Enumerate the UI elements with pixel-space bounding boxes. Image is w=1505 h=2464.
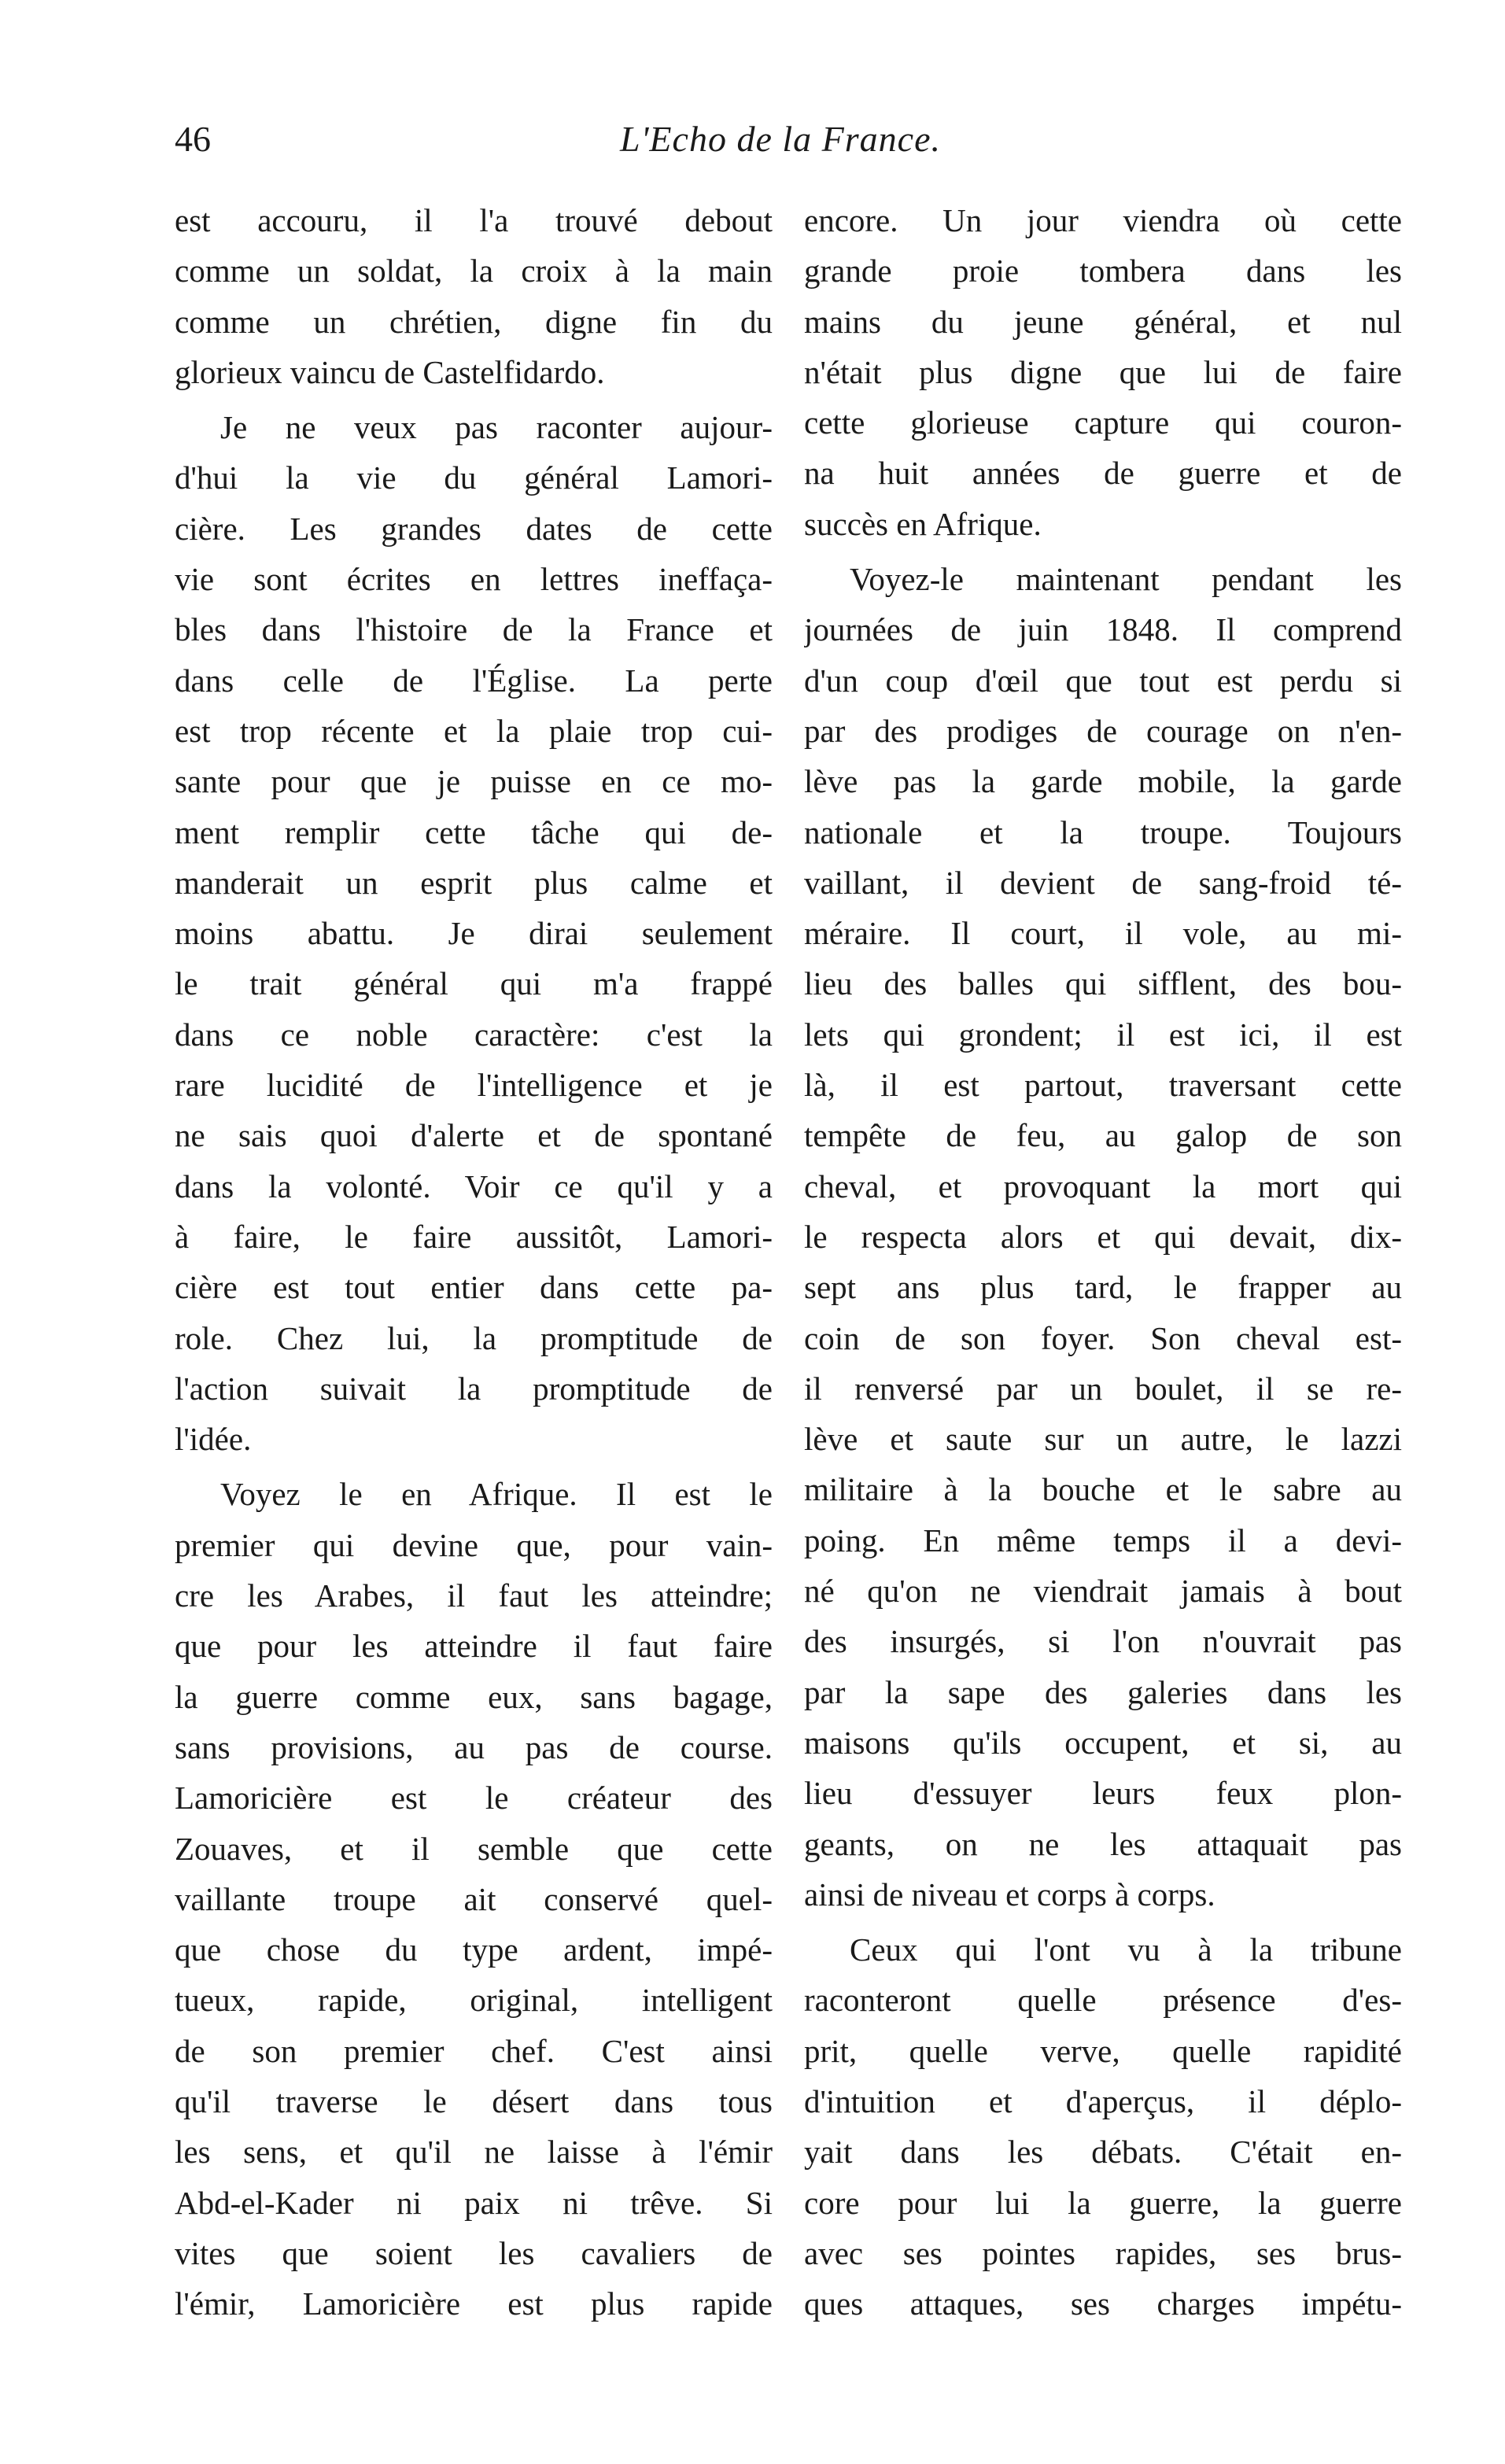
text-line: par la sape des galeries dans les [804, 1673, 1402, 1710]
text-line: yait dans les débats. C'était en- [804, 2134, 1402, 2171]
text-line: méraire. Il court, il vole, au mi- [804, 915, 1402, 952]
text-line: le respecta alors et qui devait, dix- [804, 1218, 1402, 1255]
page-header [175, 118, 1386, 173]
text-line: l'idée. [175, 1421, 252, 1458]
text-line: lève pas la garde mobile, la garde [804, 763, 1402, 800]
text-line: est accouru, il l'a trouvé debout [175, 202, 773, 238]
text-line: prit, quelle verve, quelle rapidité [804, 2032, 1402, 2069]
text-line: comme un soldat, la croix à la main [175, 253, 773, 290]
text-line: là, il est partout, traversant cette [804, 1067, 1402, 1104]
text-line: cheval, et provoquant la mort qui [804, 1167, 1402, 1204]
text-line: Lamoricière est le créateur des [175, 1780, 773, 1817]
text-line: Voyez le en Afrique. Il est le [220, 1476, 773, 1513]
text-line: Voyez-le maintenant pendant les [850, 561, 1402, 598]
text-line: ne sais quoi d'alerte et de spontané [175, 1117, 773, 1154]
text-line: poing. En même temps il a devi- [804, 1522, 1402, 1558]
text-line: bles dans l'histoire de la France et [175, 611, 773, 648]
text-line: Ceux qui l'ont vu à la tribune [850, 1931, 1402, 1968]
text-line: vaillant, il devient de sang-froid té- [804, 864, 1402, 901]
text-line: ainsi de niveau et corps à corps. [804, 1876, 1215, 1913]
text-line: comme un chrétien, digne fin du [175, 303, 773, 340]
text-line: vites que soient les cavaliers de [175, 2234, 773, 2271]
text-line: geants, on ne les attaquait pas [804, 1825, 1402, 1862]
text-line: premier qui devine que, pour vain- [175, 1526, 773, 1563]
running-title: L'Echo de la France. [620, 119, 941, 159]
text-line: encore. Un jour viendra où cette [804, 202, 1402, 238]
text-line: tueux, rapide, original, intelligent [175, 1982, 773, 2019]
text-line: manderait un esprit plus calme et [175, 864, 773, 901]
text-line: de son premier chef. C'est ainsi [175, 2032, 773, 2069]
text-line: glorieux vaincu de Castelfidardo. [175, 353, 605, 390]
page-number: 46 [175, 119, 211, 159]
text-line: moins abattu. Je dirai seulement [175, 915, 773, 952]
text-line: les sens, et qu'il ne laisse à l'émir [175, 2134, 773, 2171]
text-line: lève et saute sur un autre, le lazzi [804, 1421, 1402, 1458]
text-line: nationale et la troupe. Toujours [804, 813, 1402, 850]
text-line: le trait général qui m'a frappé [175, 965, 773, 1002]
text-line: ment remplir cette tâche qui de- [175, 813, 773, 850]
text-line: cière est tout entier dans cette pa- [175, 1269, 773, 1306]
text-line: d'un coup d'œil que tout est perdu si [804, 662, 1402, 699]
text-line: lieu des balles qui sifflent, des bou- [804, 965, 1402, 1002]
text-line: maisons qu'ils occupent, et si, au [804, 1724, 1402, 1761]
text-line: militaire à la bouche et le sabre au [804, 1471, 1402, 1508]
text-line: l'action suivait la promptitude de [175, 1370, 773, 1407]
text-line: dans ce noble caractère: c'est la [175, 1016, 773, 1053]
text-line: cette glorieuse capture qui couron- [804, 404, 1402, 441]
text-line: sante pour que je puisse en ce mo- [175, 763, 773, 800]
text-line: Zouaves, et il semble que cette [175, 1830, 773, 1867]
text-column-left [175, 195, 773, 2329]
text-line: core pour lui la guerre, la guerre [804, 2184, 1402, 2221]
text-line: d'hui la vie du général Lamori- [175, 459, 773, 496]
text-line: lets qui grondent; il est ici, il est [804, 1016, 1402, 1053]
text-line: journées de juin 1848. Il comprend [804, 611, 1402, 648]
text-line: cre les Arabes, il faut les atteindre; [175, 1577, 773, 1614]
text-line: succès en Afrique. [804, 505, 1042, 542]
text-line: coin de son foyer. Son cheval est- [804, 1319, 1402, 1356]
text-line: des insurgés, si l'on n'ouvrait pas [804, 1623, 1402, 1660]
text-line: Je ne veux pas raconter aujour- [220, 409, 773, 446]
text-line: que pour les atteindre il faut faire [175, 1628, 773, 1665]
text-line: rare lucidité de l'intelligence et je [175, 1067, 773, 1104]
text-line: est trop récente et la plaie trop cui- [175, 712, 773, 749]
text-line: Abd-el-Kader ni paix ni trêve. Si [175, 2184, 773, 2221]
text-line: que chose du type ardent, impé- [175, 1931, 773, 1968]
text-line: la guerre comme eux, sans bagage, [175, 1678, 773, 1715]
text-line: vie sont écrites en lettres ineffaça- [175, 561, 773, 598]
text-line: raconteront quelle présence d'es- [804, 1982, 1402, 2019]
text-line: qu'il traverse le désert dans tous [175, 2082, 773, 2119]
text-line: à faire, le faire aussitôt, Lamori- [175, 1218, 773, 1255]
text-line: sept ans plus tard, le frapper au [804, 1269, 1402, 1306]
text-line: il renversé par un boulet, il se re- [804, 1370, 1402, 1407]
text-line: lieu d'essuyer leurs feux plon- [804, 1775, 1402, 1812]
text-line: avec ses pointes rapides, ses brus- [804, 2234, 1402, 2271]
text-line: cière. Les grandes dates de cette [175, 510, 773, 547]
text-line: l'émir, Lamoricière est plus rapide [175, 2285, 773, 2322]
text-line: role. Chez lui, la promptitude de [175, 1319, 773, 1356]
text-line: dans celle de l'Église. La perte [175, 662, 773, 699]
text-line: d'intuition et d'aperçus, il déplo- [804, 2082, 1402, 2119]
text-line: vaillante troupe ait conservé quel- [175, 1880, 773, 1917]
text-line: mains du jeune général, et nul [804, 303, 1402, 340]
text-column-right [804, 195, 1402, 2329]
text-line: tempête de feu, au galop de son [804, 1117, 1402, 1154]
text-line: na huit années de guerre et de [804, 455, 1402, 492]
text-line: grande proie tombera dans les [804, 253, 1402, 290]
text-line: n'était plus digne que lui de faire [804, 353, 1402, 390]
text-line: sans provisions, au pas de course. [175, 1728, 773, 1765]
text-line: né qu'on ne viendrait jamais à bout [804, 1573, 1402, 1610]
text-line: ques attaques, ses charges impétu- [804, 2285, 1402, 2322]
text-line: dans la volonté. Voir ce qu'il y a [175, 1167, 773, 1204]
text-line: par des prodiges de courage on n'en- [804, 712, 1402, 749]
